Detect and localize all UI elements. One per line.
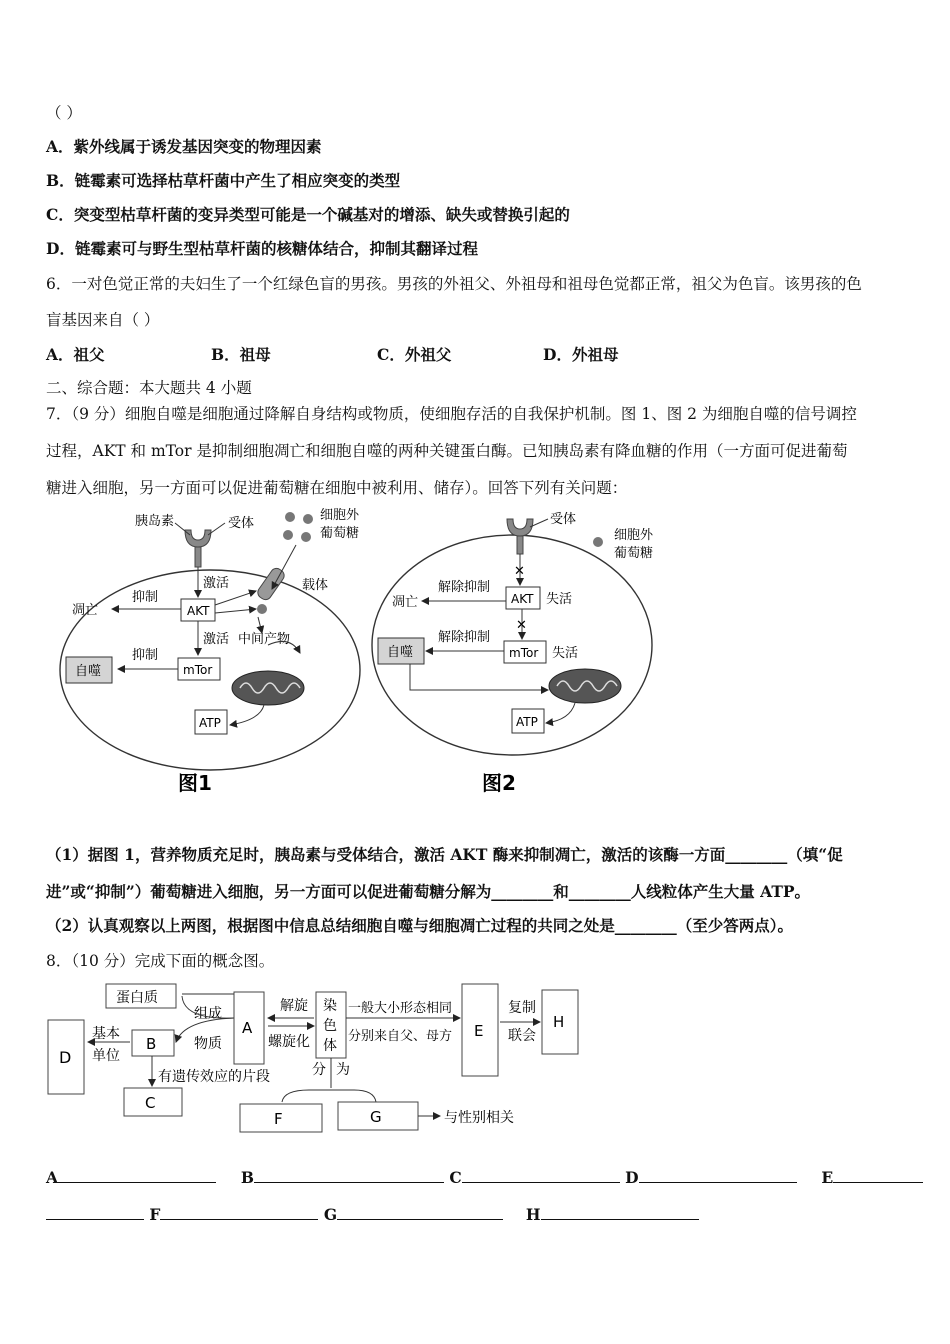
label-homolog-1: 一般大小形态相同 [348,1001,453,1016]
label-autophagy: 自噬 [75,664,102,679]
q7-sub1-line1: （1）据图 1，营养物质充足时，胰岛素与受体结合，激活 AKT 酶来抑制凋亡，激活的该酶一方面________（填“促 [46,845,843,864]
label-receptor: 受体 [228,516,255,531]
label-atp-2: ATP [516,715,538,729]
label-divide-1: 分 [312,1062,326,1078]
label-d: D [59,1048,72,1067]
label-g: G [370,1108,382,1126]
answer-f-blank[interactable] [160,1205,318,1220]
q5-option-d: D．链霉素可与野生型枯草杆菌的核糖体结合，抑制其翻译过程 [46,239,478,258]
answer-d-label: D [625,1168,639,1187]
label-activate-1: 激活 [203,576,230,591]
label-b: B [146,1035,157,1053]
label-unwind: 解旋 [280,998,308,1014]
block-mark-2: ✕ [516,618,527,633]
label-autophagy-2: 自噬 [387,645,414,660]
label-sex-related: 与性别相关 [444,1110,514,1126]
receptor-icon [185,530,211,567]
label-mtor-2: mTor [509,646,539,660]
block-mark-1: ✕ [514,564,525,579]
answer-e-blank[interactable] [833,1168,923,1183]
label-mtor: mTor [183,663,213,677]
glucose-icon [283,512,313,542]
q5-option-a: A．紫外线属于诱发基因突变的物理因素 [46,137,322,156]
q7-sub2: （2）认真观察以上两图，根据图中信息总结细胞自噬与细胞凋亡过程的共同之处是________（至少答两点）。 [46,916,794,935]
answer-h-label: H [525,1205,541,1224]
answer-c-blank[interactable] [462,1168,620,1183]
label-chrom-3: 体 [323,1038,337,1054]
q7-stem-line2: 过程，AKT 和 mTor 是抑制细胞凋亡和细胞自噬的两种关键蛋白酶。已知胰岛素有降血糖的作用（一方面可促进葡萄 [46,442,848,460]
answer-f-label: F [149,1205,161,1224]
label-glucose-2: 葡萄糖 [320,526,360,541]
label-apoptosis: 凋亡 [72,603,99,618]
answer-d-blank[interactable] [639,1168,797,1183]
answer-e-blank-cont[interactable] [46,1205,144,1220]
q6-stem-line1: 6．一对色觉正常的夫妇生了一个红绿色盲的男孩。男孩的外祖父、外祖母和祖母色觉都正常，祖父为色盲。该男孩的色 [46,275,862,293]
q7-stem-line3: 糖进入细胞，另一方面可以促进葡萄糖在细胞中被利用、储存）。回答下列有关问题： [46,479,628,497]
mitochondrion-icon-2 [549,669,621,703]
answer-h-blank[interactable] [541,1205,699,1220]
label-a: A [242,1019,253,1037]
answer-b-label: B [240,1168,254,1187]
q8-title: 8．（10 分）完成下面的概念图。 [46,952,275,970]
answer-g-label: G [323,1205,338,1224]
answers-row-2 [46,1205,906,1225]
label-coil: 螺旋化 [268,1034,310,1050]
label-e: E [474,1022,484,1040]
q6-option-c: C．外祖父 [377,345,452,364]
figure-1-caption: 图1 [178,771,212,795]
label-chrom-2: 色 [323,1018,337,1034]
label-intermediate: 中间产物 [238,632,291,647]
label-synapsis: 联会 [508,1028,536,1044]
label-release-1: 解除抑制 [438,580,491,595]
label-compose-1: 组成 [194,1006,222,1022]
mitochondrion-icon [232,671,304,705]
q6-stem-line2: 盲基因来自（ ） [46,311,160,329]
answer-a-label: A [46,1168,59,1187]
label-homolog-2: 分别来自父、母方 [348,1029,453,1044]
label-receptor-2: 受体 [550,512,577,527]
answer-g-blank[interactable] [337,1205,503,1220]
label-compose-2: 物质 [194,1036,222,1052]
label-inhibit-1: 抑制 [132,590,159,605]
label-chrom-1: 染 [323,998,337,1014]
label-h: H [553,1013,565,1031]
label-inhibit-2: 抑制 [132,648,159,663]
answer-b-blank[interactable] [254,1168,444,1183]
q5-option-b: B．链霉素可选择枯草杆菌中产生了相应突变的类型 [46,171,401,190]
label-release-2: 解除抑制 [438,630,491,645]
label-inactive-2: 失活 [552,646,579,661]
label-apoptosis-2: 凋亡 [392,595,419,610]
label-protein: 蛋白质 [116,990,158,1006]
q5-paren: （ ） [46,104,82,122]
answer-e-label: E [821,1168,834,1187]
q6-option-b: B．祖母 [211,345,271,364]
label-carrier: 载体 [302,578,329,593]
label-replicate: 复制 [508,1000,536,1016]
figure-1 [50,505,370,800]
label-activate-2: 激活 [203,632,230,647]
label-akt: AKT [187,604,210,618]
label-f: F [274,1110,283,1128]
concept-map [44,978,604,1138]
answers-row-1 [46,1168,906,1188]
label-inactive-1: 失活 [546,592,573,607]
q6-option-d: D．外祖母 [543,345,619,364]
label-fragment: 有遗传效应的片段 [158,1069,270,1085]
label-divide-2: 为 [336,1062,350,1078]
label-glucose-1: 细胞外 [320,508,360,523]
figure-2-caption: 图2 [482,771,516,795]
q7-sub1-line2: 进”或“抑制”）葡萄糖进入细胞，另一方面可以促进葡萄糖分解为________和________人线粒体产生大量 ATP。 [46,882,811,901]
q5-option-c: C．突变型枯草杆菌的变异类型可能是一个碱基对的增添、缺失或替换引起的 [46,205,570,224]
section-heading: 二、综合题：本大题共 4 小题 [46,379,252,397]
answer-a-blank[interactable] [58,1168,216,1183]
label-c: C [145,1094,156,1112]
q7-stem-line1: 7．（9 分）细胞自噬是细胞通过降解自身结构或物质，使细胞存活的自我保护机制。图 1、图 2 为细胞自噬的信号调控 [46,405,857,423]
label-insulin: 胰岛素 [135,514,175,529]
glucose-icon-2 [593,537,603,547]
label-glucose-2a: 细胞外 [614,528,654,543]
answer-c-label: C [449,1168,462,1187]
figure-2 [370,505,670,800]
label-glucose-2b: 葡萄糖 [614,546,654,561]
label-akt-2: AKT [511,592,534,606]
label-basic-2: 单位 [92,1048,120,1064]
glucose-dot-inside [257,604,267,614]
q6-option-a: A．祖父 [46,345,105,364]
label-basic-1: 基本 [92,1026,120,1042]
label-atp: ATP [199,716,221,730]
